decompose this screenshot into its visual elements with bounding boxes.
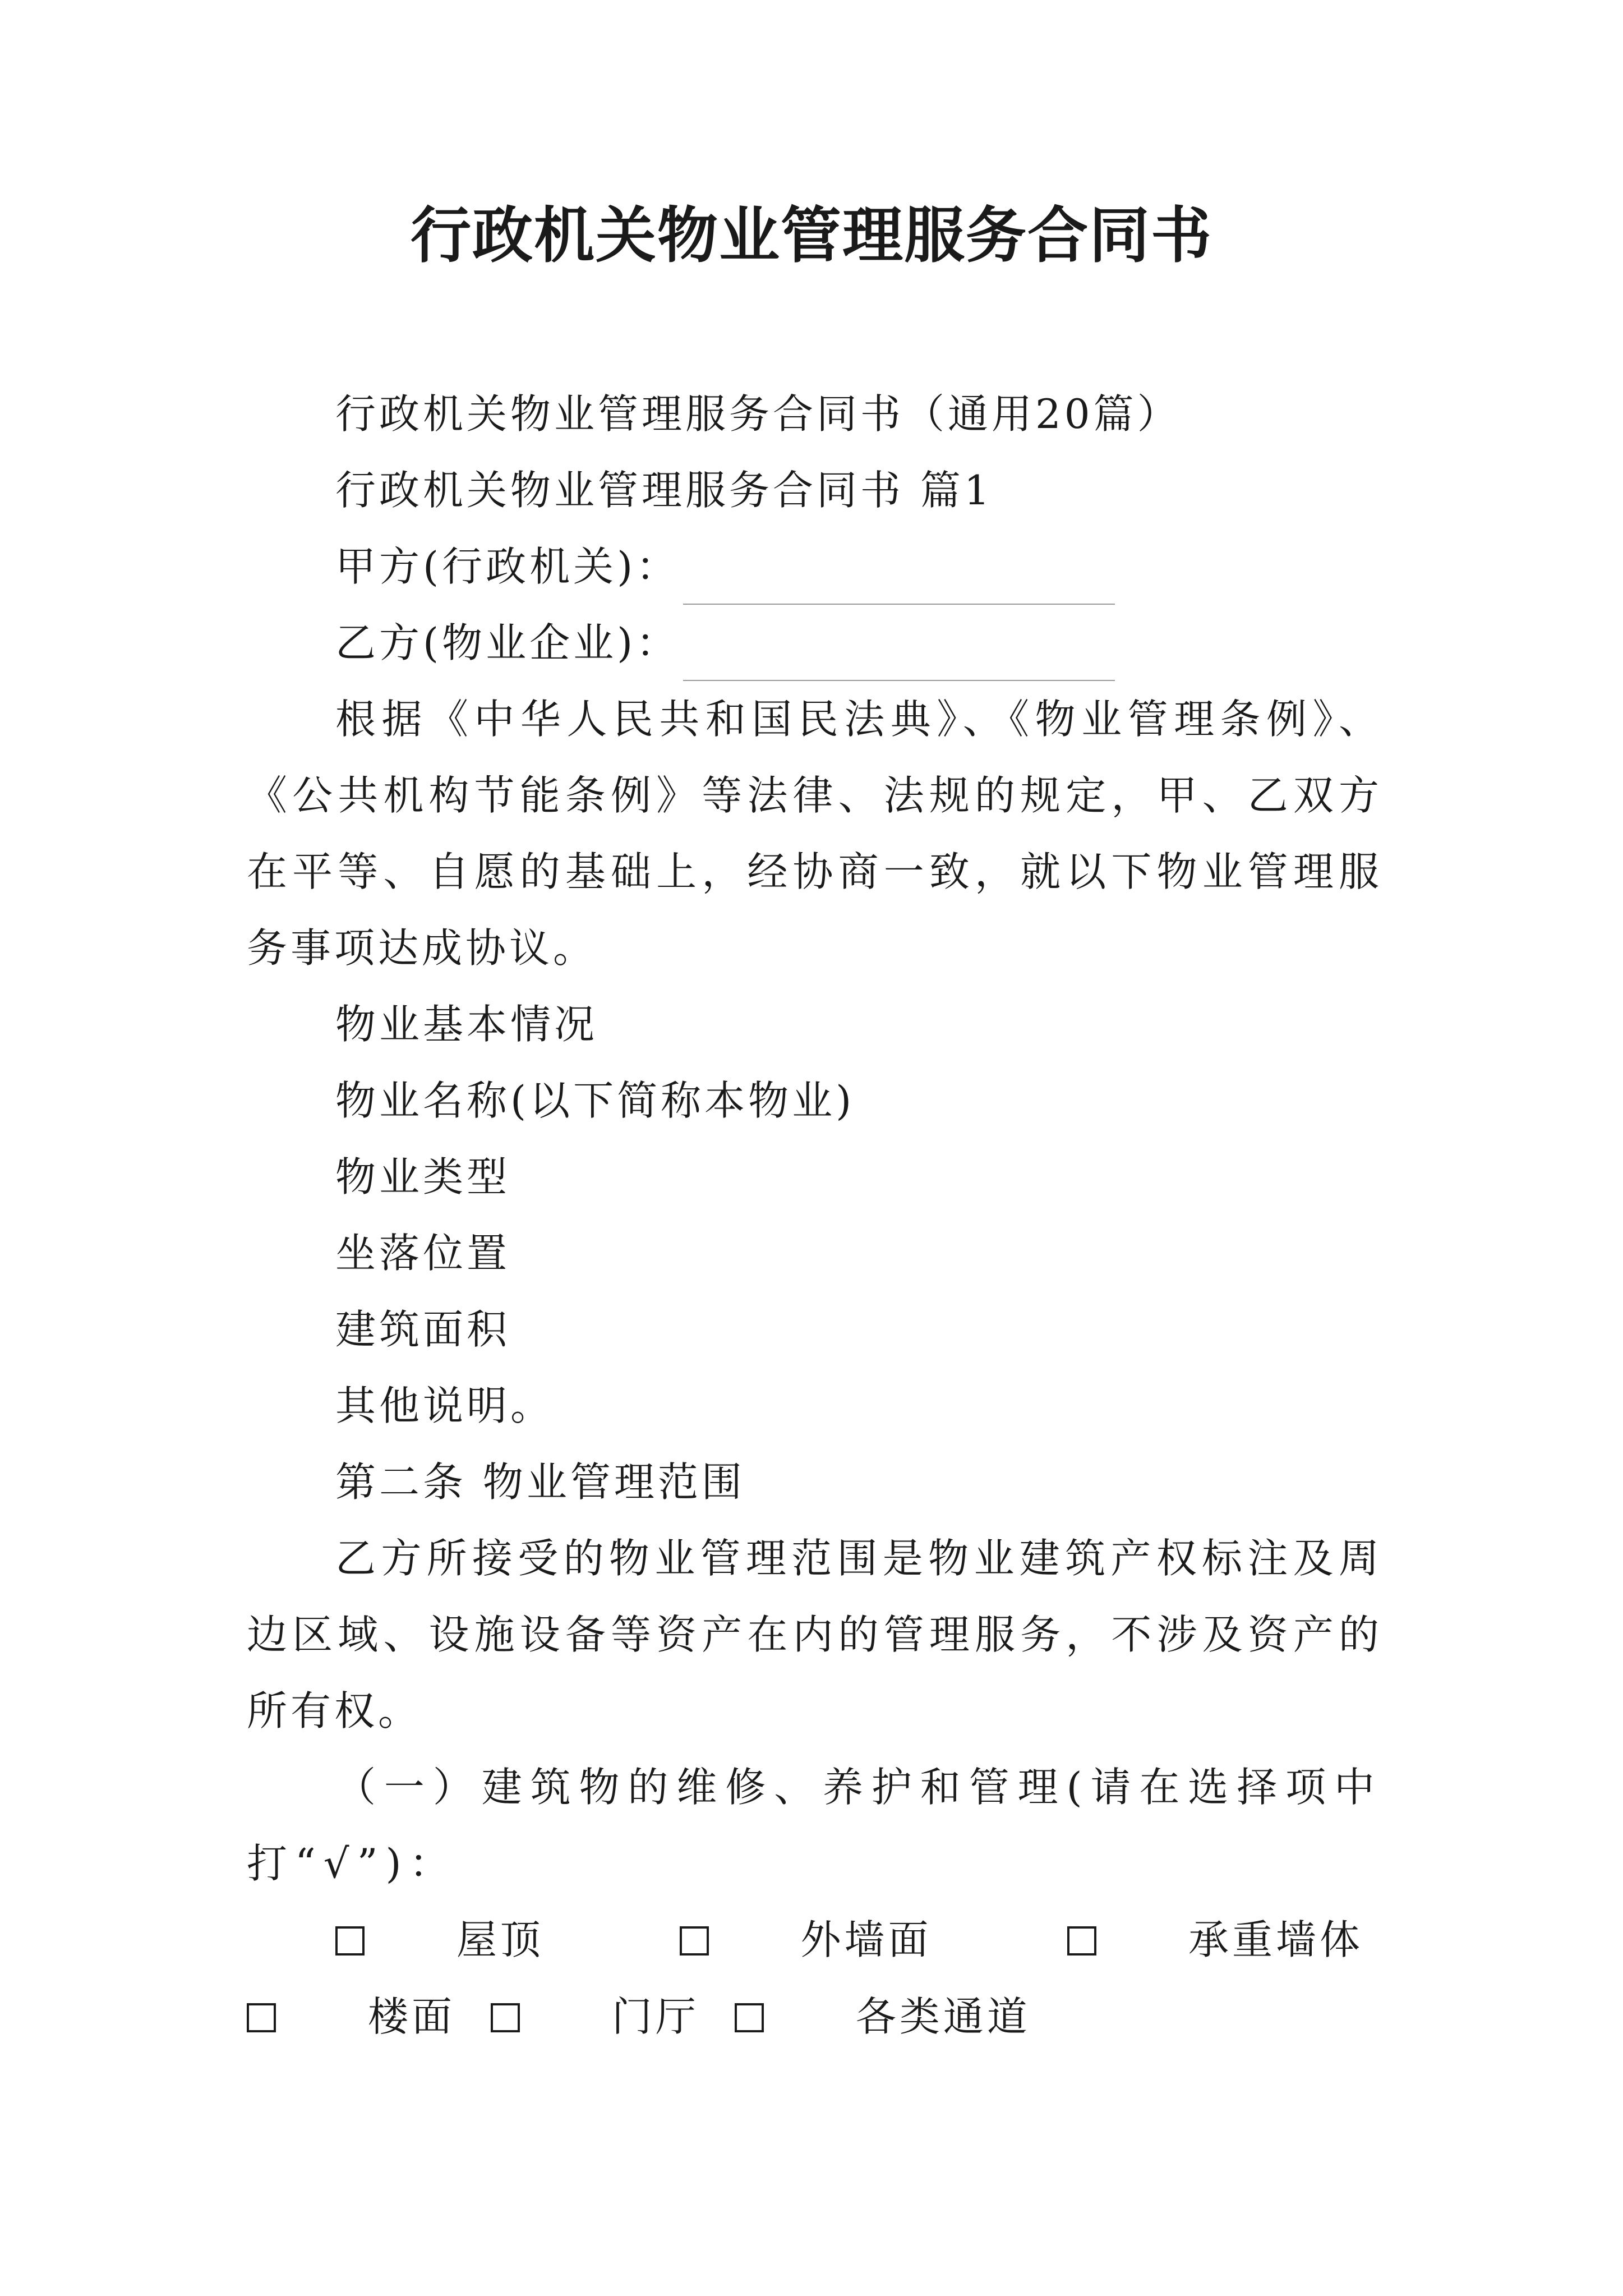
- checkbox-icon[interactable]: [735, 2003, 764, 2032]
- paragraph-property-basic-info: 物业基本情况: [335, 1001, 598, 1048]
- party-b-label: 乙方(物业企业)：: [335, 619, 680, 666]
- paragraph-article-title: 行政机关物业管理服务合同书 篇1: [335, 467, 993, 514]
- paragraph-building-maintenance: （一）建筑物的维修、养护和管理(请在选择项中打“√”)：: [247, 1764, 1382, 1887]
- paragraph-series-title: 行政机关物业管理服务合同书（通用20篇）: [335, 390, 1181, 438]
- checkbox-item-passages[interactable]: 各类通道: [735, 1978, 1031, 2055]
- checkbox-icon[interactable]: [247, 2003, 276, 2032]
- party-a-blank: [683, 564, 1115, 605]
- paragraph-article-two-heading: 第二条 物业管理范围: [335, 1458, 745, 1506]
- party-a-line: [247, 528, 1382, 605]
- document-title: 行政机关物业管理服务合同书: [410, 200, 1212, 271]
- checkbox-item-load-bearing-wall[interactable]: 承重墙体: [1067, 1902, 1363, 1978]
- paragraph-floor-area: 建筑面积: [335, 1306, 511, 1353]
- checkbox-list: [247, 1902, 1382, 2055]
- paragraph-other-notes: 其他说明。: [335, 1382, 555, 1429]
- paragraph-property-name: 物业名称(以下简称本物业): [335, 1077, 855, 1124]
- paragraph-property-type: 物业类型: [335, 1153, 511, 1200]
- paragraph-management-scope: 乙方所接受的物业管理范围是物业建筑产权标注及周边区域、设施设备等资产在内的管理服务，不涉及资产的所有权。: [247, 1535, 1382, 1734]
- party-a-label: 甲方(行政机关)：: [335, 543, 680, 590]
- checkbox-item-hall[interactable]: 门厅: [491, 1978, 699, 2055]
- party-b-blank: [683, 641, 1115, 681]
- paragraph-location: 坐落位置: [335, 1230, 511, 1277]
- checkbox-icon[interactable]: [1067, 1926, 1096, 1955]
- checkbox-item-exterior-wall[interactable]: 外墙面: [680, 1902, 932, 1978]
- checkbox-icon[interactable]: [680, 1926, 709, 1955]
- checkbox-icon[interactable]: [335, 1926, 365, 1955]
- paragraph-legal-basis: 根据《中华人民共和国民法典》、《物业管理条例》、《公共机构节能条例》等法律、法规的规定，甲、乙双方在平等、自愿的基础上，经协商一致，就以下物业管理服务事项达成协议。: [247, 696, 1382, 972]
- party-b-line: [247, 605, 1382, 681]
- checkbox-icon[interactable]: [491, 2003, 520, 2032]
- checkbox-item-roof[interactable]: 屋顶: [335, 1902, 544, 1978]
- document-body: [247, 376, 1382, 2055]
- checkbox-item-floor[interactable]: 楼面: [247, 1978, 455, 2055]
